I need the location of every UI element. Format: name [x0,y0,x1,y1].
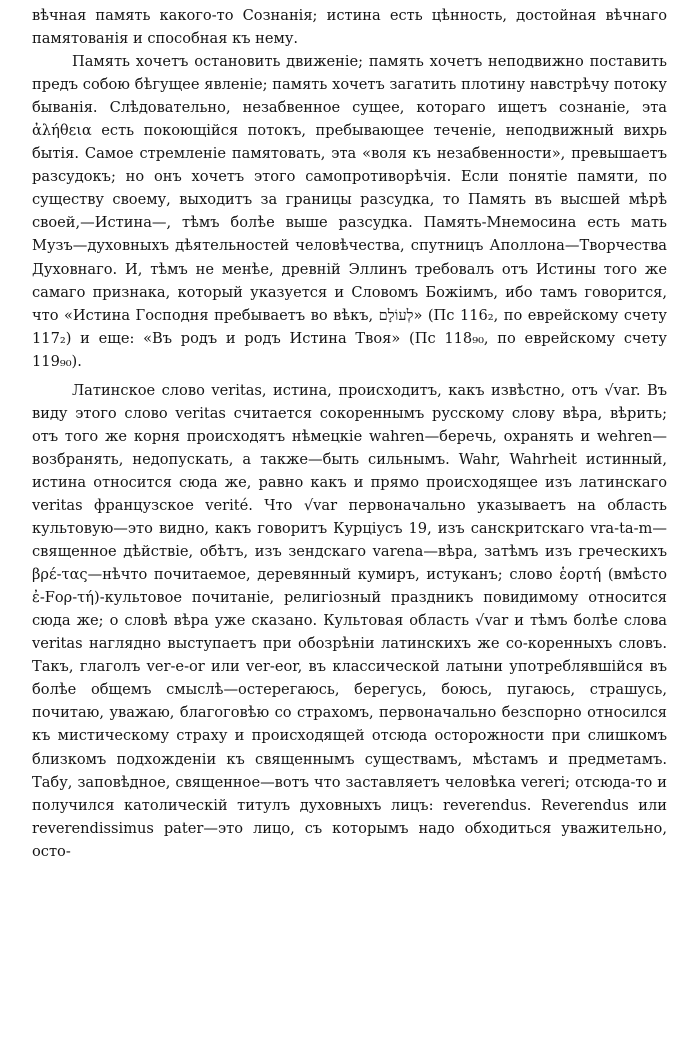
paragraph-veritas: Латинское слово veritas, истина, происходитъ, какъ извѣстно, отъ √var. Въ виду этого слово veritas считается сокореннымъ русскому слову вѣра, вѣрить; отъ того же корня происходятъ нѣмецкіе wahren—беречь, охранять и wehren—возбранять, недопускать, а также—быть сильнымъ. Wahr, Wahrheit истинный, истина относится сюда же, равно какъ и прямо происходящее изъ латинскаго veritas французское verité. Что √var первоначально указываетъ на область культовую—это видно, какъ говоритъ Курціусъ 19, изъ санскритскаго vra-ta-m—священное дѣйствіе, обѣтъ, изъ зендскаго varena—вѣра, затѣмъ изъ греческихъ βρέ-τας—нѣчто почитаемое, деревянный кумиръ, истуканъ; слово ἑορτή (вмѣсто ἐ-Fορ-τή)-культовое почитаніе, религіозный праздникъ повидимому относится сюда же; о словѣ вѣра уже сказано. Культовая область √var и тѣмъ болѣе слова veritas наглядно выступаетъ при обозрѣніи латинскихъ же со-коренныхъ словъ. Такъ, глаголъ ver-e-or или ver-eor, въ классической латыни употреблявшійся въ болѣе общемъ смыслѣ—остерегаюсь, берегусь, боюсь, пугаюсь, страшусь, почитаю, уважаю, благоговѣю со страхомъ, первоначально безспорно относился къ мистическому страху и происходящей отсюда осторожности при слишкомъ близкомъ подхожденіи къ священнымъ существамъ, мѣстамъ и предметамъ. Табу, заповѣдное, священное—вотъ что заставляетъ человѣка vereri; отсюда-то и получился католическій титулъ духовныхъ лицъ: reverendus. Reverendus или reverendissimus pater—это лицо, съ которымъ надо обходиться уважительно, осто- [32,381,667,860]
paragraph-continuation: вѣчная память какого-то Сознанія; истина есть цѣнность, достойная вѣчнаго памятованія и способная къ нему. [32,7,667,48]
paragraph-memory: Память хочетъ остановить движеніе; память хочетъ неподвижно поставить предъ собою бѣгущее явленіе; память хочетъ загатить плотину навстрѣчу потоку быванія. Слѣдовательно, незабвенное сущее, котораго ищетъ сознаніе, эта ἀλήθεια есть покоющійся потокъ, пребывающее теченіе, неподвижный вихрь бытія. Самое стремленіе памятовать, эта «воля къ незабвенности», превышаетъ разсудокъ; но онъ хочетъ этого самопротиворѣчія. Если понятіе памяти, по существу своему, выходитъ за границы разсудка, то Память въ высшей мѣрѣ своей,—Истина—, тѣмъ болѣе выше разсудка. Память-Мнемосина есть мать Музъ—духовныхъ дѣятельностей человѣчества, спутницъ Аполлона—Творчества Духовнаго. И, тѣмъ не менѣе, древній Эллинъ требовалъ отъ Истины того же самаго признака, который указуется и Словомъ Божіимъ, ибо тамъ говорится, что «Истина Господня пребываетъ во вѣкъ, לְעוֹלָם» (Пс 116₂, по еврейскому счету 117₂) и еще: «Въ родъ и родъ Истина Твоя» (Пс 118₉₀, по еврейскому счету 119₉₀). [32,53,667,370]
